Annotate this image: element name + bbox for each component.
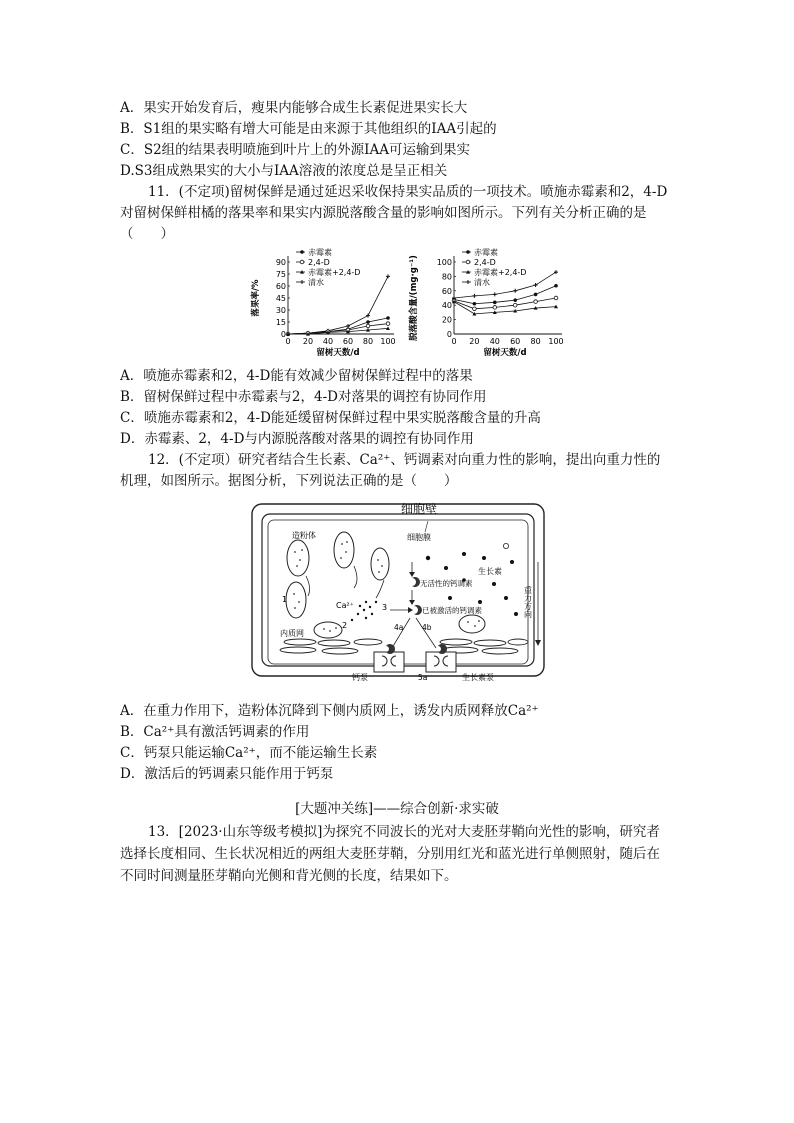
q10-option-b: B．S1组的果实略有增大可能是由来源于其他组织的IAA引起的	[120, 121, 497, 137]
label-inactive-calmodulin: 无活性的钙调素	[420, 579, 473, 588]
label-er: 内质网	[280, 629, 304, 638]
q11-stem-line3: （ ）	[120, 226, 174, 242]
y-tick-label: 75	[275, 270, 286, 279]
q11-option-a: A．喷施赤霉素和2，4-D能有效减少留树保鲜过程中的落果	[120, 368, 473, 384]
q12-stem-line1: 12．(不定项）研究者结合生长素、Ca²⁺、钙调素对向重力性的影响，提出向重力性的	[148, 452, 661, 468]
label-step-2: 2	[342, 621, 348, 630]
data-point	[366, 324, 370, 328]
y-tick-label: 60	[275, 282, 286, 291]
series-line	[454, 298, 556, 309]
label-amyloplast: 造粉体	[292, 531, 316, 540]
legend-entry: 2,4-D	[474, 258, 496, 267]
active-calmodulin-icon	[414, 605, 422, 615]
amyloplast-6	[459, 615, 485, 633]
section-title: [大题冲关练]——综合创新·求实破	[295, 801, 499, 817]
q11-option-c: C．喷施赤霉素和2，4-D能延缓留树保鲜过程中果实脱落酸含量的升高	[120, 410, 541, 426]
data-point	[493, 301, 497, 305]
chart-fruit-drop-rate	[250, 244, 400, 360]
label-step-1: 1	[282, 595, 288, 604]
inactive-calmodulin-icon	[412, 577, 420, 587]
calcium-pump	[374, 652, 404, 672]
legend-marker	[300, 280, 304, 284]
label-ca: Ca²⁺	[336, 601, 354, 610]
y-tick-label: 45	[275, 294, 286, 303]
y-tick-label: 0	[280, 330, 286, 339]
label-cell-membrane: 细胞膜	[407, 533, 431, 542]
label-cell-wall: 细胞壁	[401, 502, 438, 516]
amyloplast-2	[334, 532, 354, 568]
data-point	[534, 293, 538, 297]
label-auxin-pump: 生长素泵	[462, 673, 494, 682]
q12-option-b: B．Ca²⁺具有激活钙调素的作用	[120, 724, 310, 740]
x-tick-label: 40	[489, 337, 500, 346]
q11-stem-line2: 对留树保鲜柑橘的落果率和果实内源脱落酸含量的影响如图所示。下列有关分析正确的是	[120, 205, 647, 221]
x-tick-label: 60	[342, 337, 354, 346]
data-point	[493, 306, 497, 310]
legend-marker	[466, 280, 470, 284]
q11-option-d: D．赤霉素、2，4-D与内源脱落酸对落果的调控有协同作用	[120, 431, 474, 447]
data-point	[386, 322, 390, 326]
legend-entry: 2,4-D	[308, 258, 330, 267]
q12-option-a: A．在重力作用下，造粉体沉降到下侧内质网上，诱发内质网释放Ca²⁺	[120, 703, 539, 719]
q11-stem-line1: 11．(不定项)留树保鲜是通过延迟采收保持果实品质的一项技术。喷施赤霉素和2，4-D	[148, 184, 668, 200]
y-tick-label: 80	[441, 272, 452, 282]
q12-option-d: D．激活后的钙调素只能作用于钙泵	[120, 766, 334, 782]
legend-marker	[466, 250, 470, 254]
y-tick-label: 15	[275, 318, 286, 327]
q13-line1: 13．[2023·山东等级考模拟]为探究不同波长的光对大麦胚芽鞘向光性的影响，研究者	[148, 824, 660, 840]
x-axis-label: 留树天数/d	[483, 348, 527, 358]
legend-marker	[300, 260, 304, 264]
label-step-3: 3	[382, 603, 388, 612]
legend-entry: 赤霉素+2,4-D	[308, 268, 361, 277]
label-step-4b: 4b	[422, 623, 432, 632]
legend-marker	[466, 260, 470, 264]
x-tick-label: 100	[548, 337, 564, 346]
amyloplast-4	[286, 582, 306, 618]
x-tick-label: 0	[285, 337, 291, 346]
data-point	[513, 303, 517, 307]
label-gravity-direction: 重力方向	[523, 586, 533, 618]
data-point	[473, 302, 477, 306]
x-axis-label: 留树天数/d	[316, 348, 360, 358]
data-point	[493, 292, 497, 296]
y-tick-label: 60	[441, 286, 452, 296]
label-calcium-pump: 钙泵	[352, 673, 368, 682]
data-point	[534, 283, 538, 287]
label-step-4a: 4a	[394, 623, 404, 632]
q13-line2: 选择长度相同、生长状况相近的两组大麦胚芽鞘，分别用红光和蓝光进行单侧照射，随后在	[120, 846, 660, 862]
legend-entry: 清水	[308, 278, 324, 287]
data-point	[346, 324, 350, 328]
chart-abscisic-acid	[408, 244, 568, 360]
x-tick-label: 60	[510, 337, 521, 346]
legend-entry: 赤霉素	[308, 248, 332, 257]
q10-option-d: D.S3组成熟果实的大小与IAA溶液的浓度总是呈正相关	[120, 163, 448, 179]
q10-option-c: C．S2组的结果表明喷施到叶片上的外源IAA可运输到果实	[120, 142, 470, 158]
y-axis-label: 落果率/%	[251, 279, 261, 317]
data-point	[386, 274, 390, 278]
x-tick-label: 40	[322, 337, 334, 346]
amyloplast-5	[314, 622, 342, 638]
data-point	[386, 316, 390, 320]
label-auxin: 生长素	[478, 567, 502, 576]
y-tick-label: 40	[441, 301, 452, 311]
amyloplast-1	[287, 540, 309, 576]
x-tick-label: 20	[302, 337, 314, 346]
x-tick-label: 0	[451, 337, 457, 346]
data-point	[554, 296, 558, 300]
q13-line3: 不同时间测量胚芽鞘向光侧和背光侧的长度，结果如下。	[120, 868, 458, 884]
y-tick-label: 0	[446, 330, 452, 339]
data-point	[513, 289, 517, 293]
data-point	[473, 307, 477, 311]
series-line	[454, 302, 556, 314]
data-point	[472, 294, 476, 298]
auxin-pump	[426, 652, 456, 672]
data-point	[366, 320, 370, 324]
y-tick-label: 90	[275, 258, 286, 267]
y-tick-label: 20	[441, 315, 452, 325]
legend-entry: 赤霉素+2,4-D	[474, 268, 527, 277]
data-point	[366, 314, 370, 318]
data-point	[513, 298, 517, 302]
y-axis-label: 脱落酸含量/(mg·g⁻¹)	[409, 255, 419, 341]
x-tick-label: 100	[380, 337, 396, 346]
x-tick-label: 80	[362, 337, 374, 346]
x-tick-label: 80	[530, 337, 541, 346]
data-point	[554, 284, 558, 288]
q12-stem-line2: 机理，如图所示。据图分析，下列说法正确的是（ ）	[120, 473, 458, 489]
legend-marker	[300, 250, 304, 254]
legend-entry: 赤霉素	[474, 248, 498, 257]
y-tick-label: 100	[436, 258, 452, 267]
amyloplast-3	[371, 548, 389, 580]
data-point	[534, 300, 538, 304]
data-point	[554, 270, 558, 274]
gravitropism-diagram	[250, 502, 554, 682]
legend-entry: 清水	[474, 278, 490, 287]
label-step-5a: 5a	[418, 673, 428, 682]
q10-option-a: A．果实开始发育后，瘦果内能够合成生长素促进果实长大	[120, 100, 468, 116]
q11-option-b: B．留树保鲜过程中赤霉素与2，4-D对落果的调控有协同作用	[120, 389, 487, 405]
y-tick-label: 30	[275, 306, 286, 315]
label-active-calmodulin: 已被激活的钙调素	[422, 606, 482, 615]
x-tick-label: 20	[469, 337, 480, 346]
q12-option-c: C．钙泵只能运输Ca²⁺，而不能运输生长素	[120, 745, 378, 761]
